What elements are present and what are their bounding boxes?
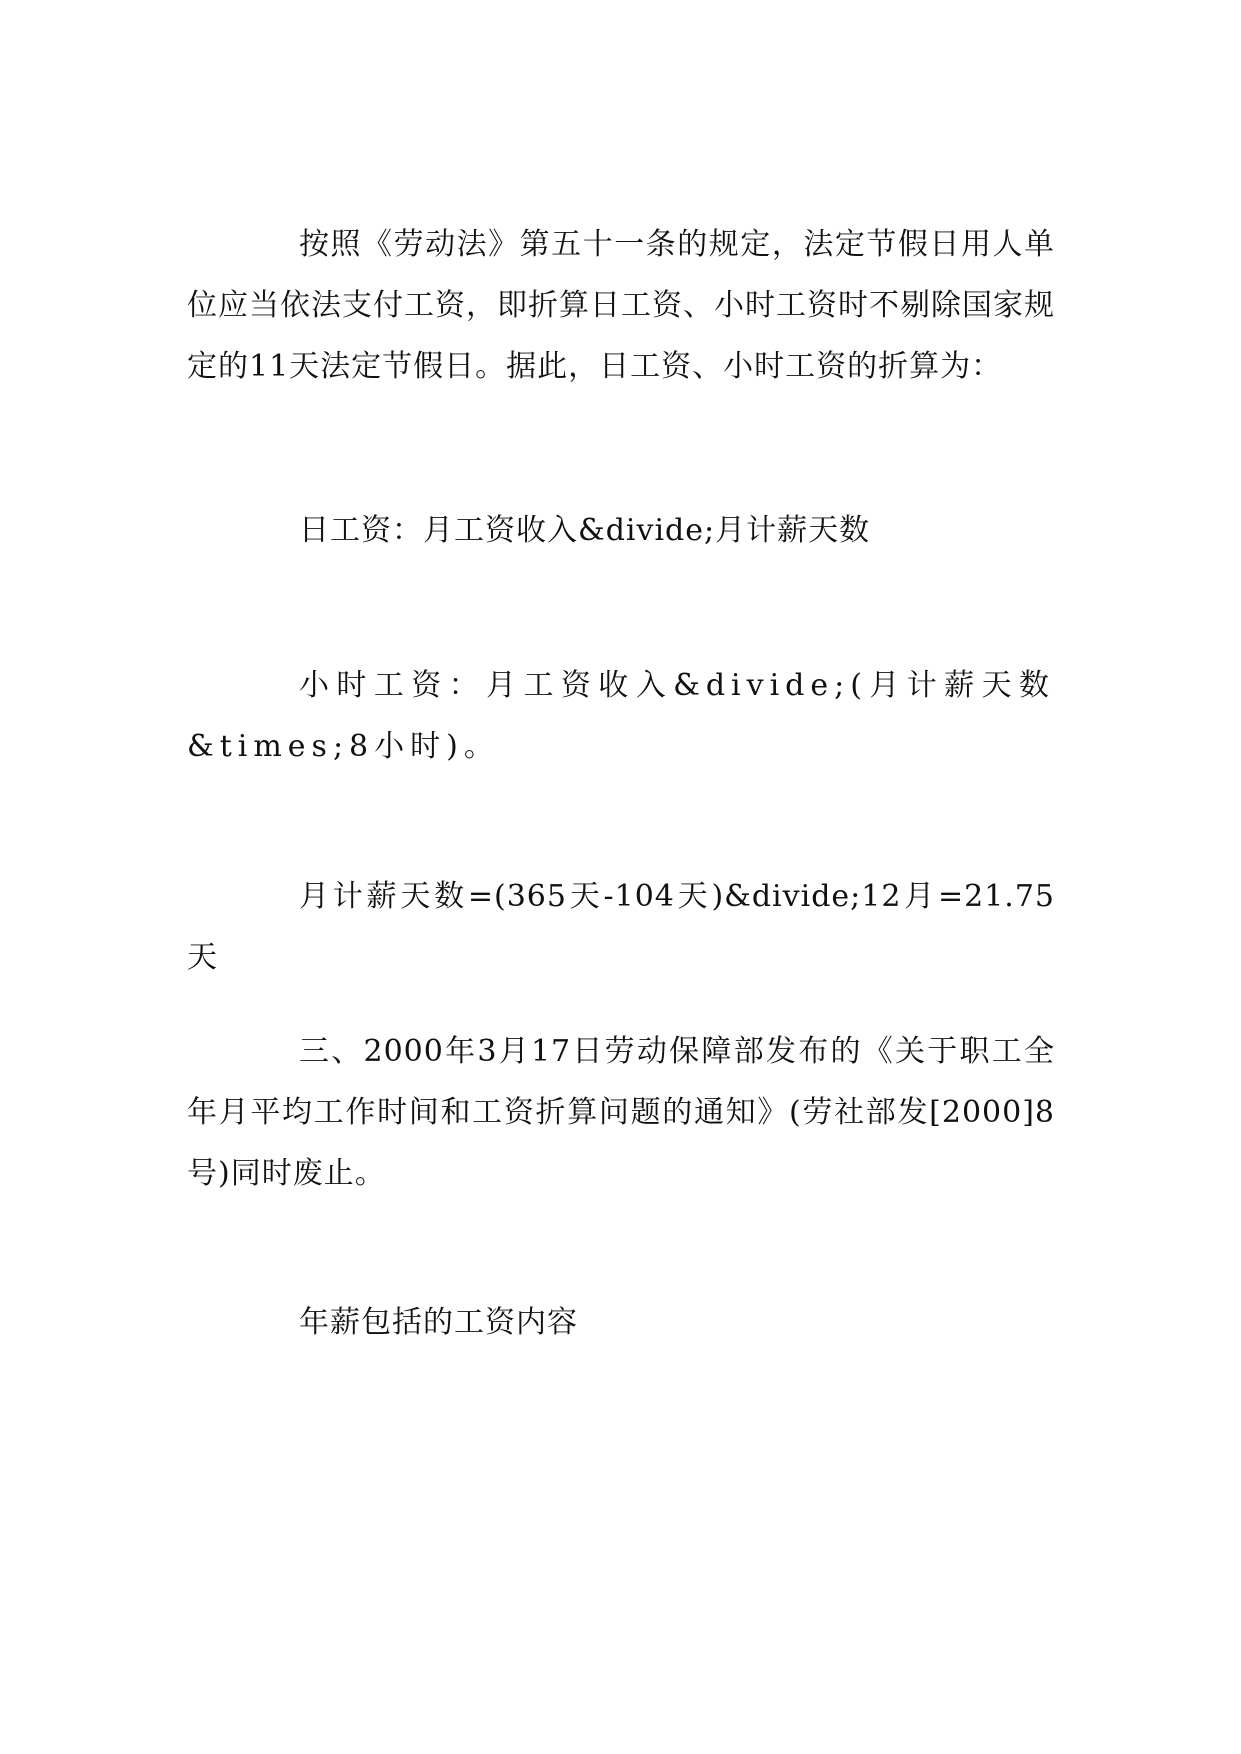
paragraph-annual-salary-heading: 年薪包括的工资内容: [299, 1305, 578, 1340]
paragraph-repeal-notice: 三、2000年3月17日劳动保障部发布的《关于职工全年月平均工作时间和工资折算问题的通知》(劳社部发[2000]8号)同时废止。: [187, 1034, 1055, 1191]
paragraph-hourly-wage-formula: 小时工资：月工资收入&divide;(月计薪天数&times;8小时)。: [187, 668, 1055, 764]
paragraph-holiday-pay-rule: 按照《劳动法》第五十一条的规定，法定节假日用人单位应当依法支付工资，即折算日工资、小时工资时不剔除国家规定的11天法定节假日。据此，日工资、小时工资的折算为：: [187, 227, 1055, 384]
paragraph-pay-days-formula: 月计薪天数=(365天-104天)&divide;12月=21.75天: [187, 879, 1055, 975]
paragraph-daily-wage-formula: 日工资：月工资收入&divide;月计薪天数: [299, 513, 871, 548]
